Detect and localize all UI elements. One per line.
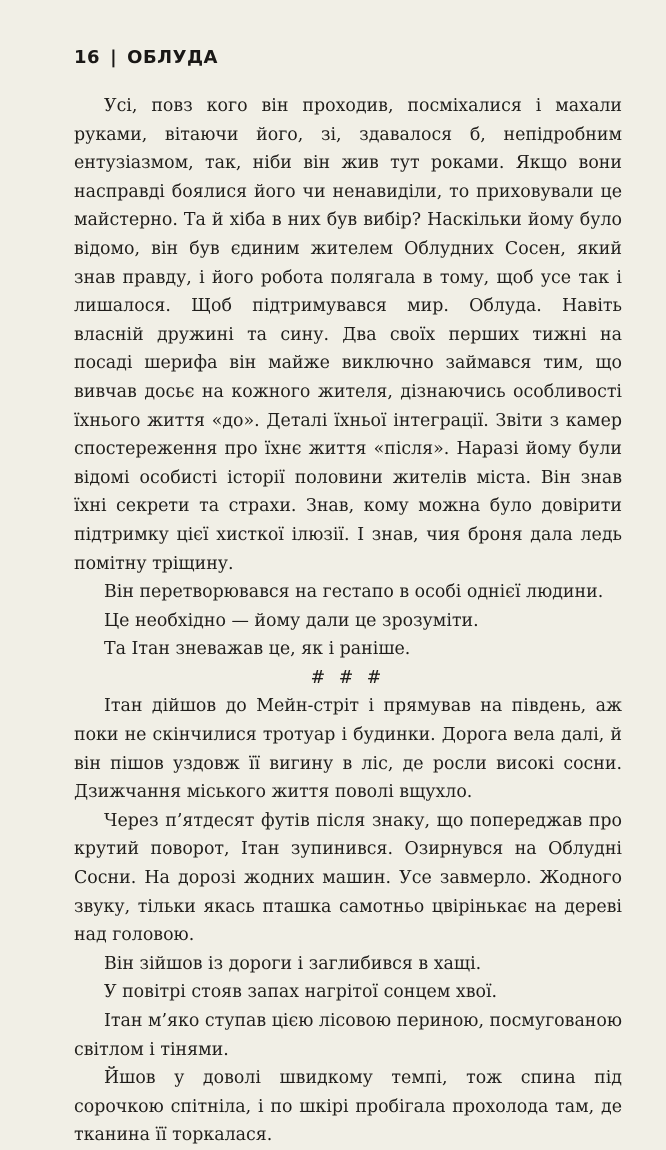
paragraph: Він зійшов із дороги і заглибився в хащі. xyxy=(104,953,482,974)
paragraph: Усі, повз кого він проходив, посміхалися і махали руками, вітаючи його, зі, здавалося б, непідробним ентузіазмом, так, ніби він жив тут роками. Якщо вони насправді боялися його чи ненавиділи, то приховували це майстерно. Та й хіба в них був вибір? Наскільки йому було відомо, він був єдиним жителем Облудних Сосен, який знав правду, і його робота полягала в тому, щоб усе так і лишалося. Щоб підтримувався мир. Облуда. Навіть власній дружині та сину. Два своїх перших тижні на посаді шерифа він майже виключно займався тим, що вивчав досьє на кожного жителя, дізнаючись особливості їхнього життя «до». Деталі їхньої інтеграції. Звіти з камер спостереження про їхнє життя «після». Наразі йому були відомі особисті історії половини жителів міста. Він знав їхні секрети та страхи. Знав, кому можна було довірити підтримку цієї хисткої ілюзії. І знав, чия броня дала ледь помітну тріщину. xyxy=(74,96,622,574)
page-body xyxy=(74,92,622,1150)
paragraph: Це необхідно — йому дали це зрозуміти. xyxy=(104,610,479,631)
paragraph: Ітан м’яко ступав цією лісовою периною, посмугованою світлом і тінями. xyxy=(74,1011,623,1060)
page-number: 16 xyxy=(74,47,101,68)
paragraph: Та Ітан зневажав це, як і раніше. xyxy=(104,639,411,660)
running-title: ОБЛУДА xyxy=(127,47,218,68)
running-header xyxy=(74,47,218,68)
paragraph: У повітрі стояв запах нагрітої сонцем хвої. xyxy=(104,982,498,1003)
header-separator: | xyxy=(110,47,118,68)
section-break: # # # xyxy=(310,667,386,688)
paragraph: Ітан дійшов до Мейн-стріт і прямував на південь, аж поки не скінчилися тротуар і будинки. Дорога вела далі, й він пішов уздовж її вигину в ліс, де росли високі сосни. Дзижчання міського життя поволі вщухло. xyxy=(74,696,622,803)
paragraph: Через п’ятдесят футів після знаку, що попереджав про крутий поворот, Ітан зупинився. Озирнувся на Облудні Сосни. На дорозі жодних машин. Усе завмерло. Жодного звуку, тільки якась пташка самотньо цвірінькає на дереві над головою. xyxy=(74,810,622,946)
paragraph: Йшов у доволі швидкому темпі, тож спина під сорочкою спітніла, і по шкірі пробігала прохолода там, де тканина її торкалася. xyxy=(74,1068,622,1146)
paragraph: Він перетворювався на гестапо в особі однієї людини. xyxy=(104,582,604,603)
